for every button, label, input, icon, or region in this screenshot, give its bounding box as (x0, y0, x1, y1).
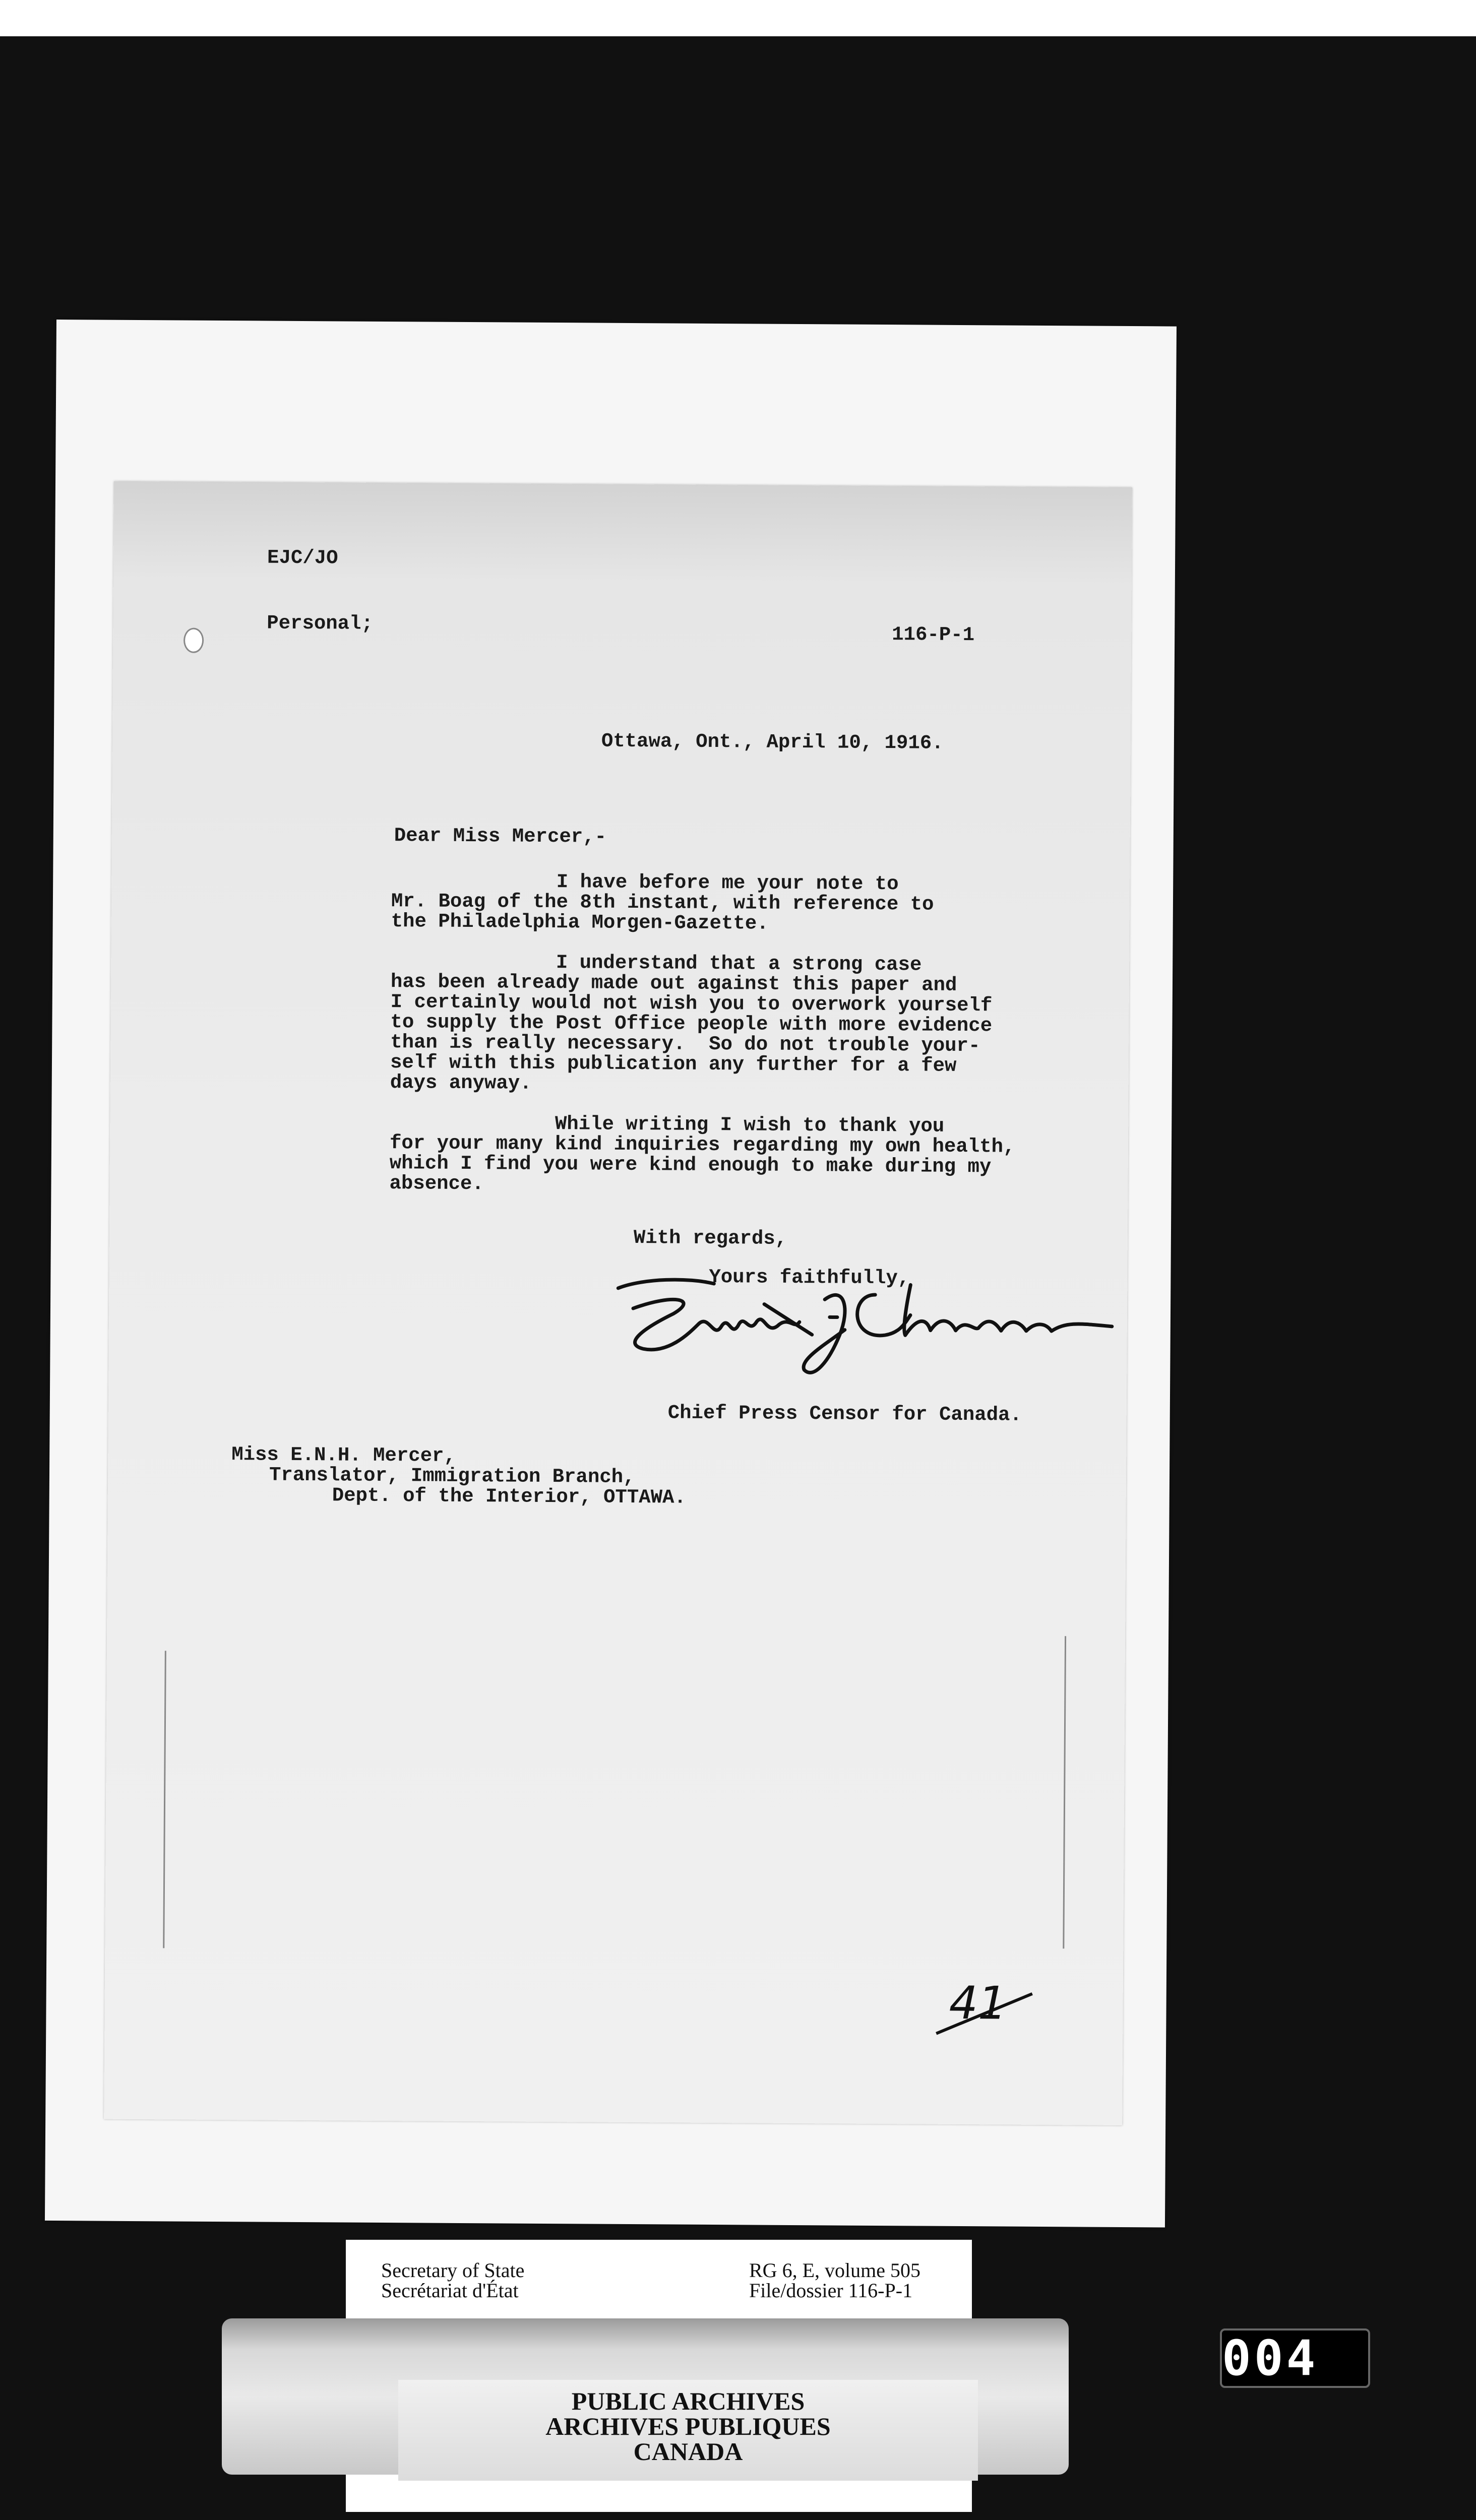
mounting-card (45, 320, 1177, 2228)
body-line: the Philadelphia Morgen-Gazette. (391, 910, 769, 935)
body-line: than is really necessary. So do not trouble your- (390, 1031, 980, 1057)
dateline: Ottawa, Ont., April 10, 1916. (601, 730, 944, 754)
handwritten-signature (612, 1273, 1117, 1387)
body-line: I certainly would not wish you to overwork yourself (390, 991, 993, 1017)
body-line: self with this publication any further for a few (390, 1051, 957, 1077)
label-department-fr: Secrétariat d'État (381, 2279, 519, 2302)
letter-sheet (104, 481, 1132, 2125)
body-line: While writing I wish to thank you (390, 1112, 945, 1138)
folio-number-handwritten (931, 1963, 1042, 2044)
file-number: 116-P-1 (892, 623, 975, 647)
body-line: which I find you were kind enough to make during my (389, 1152, 992, 1178)
reference-initials: EJC/JO (267, 546, 338, 570)
label-file-dossier: File/dossier 116-P-1 (749, 2279, 913, 2302)
punch-hole (183, 628, 204, 653)
body-line: absence. (389, 1172, 484, 1195)
personal-marking: Personal; (267, 612, 374, 635)
body-line: Mr. Boag of the 8th instant, with reference to (391, 890, 934, 916)
margin-rule-left (163, 1651, 166, 1948)
salutation: Dear Miss Mercer,- (394, 825, 607, 848)
addressee-department: Dept. of the Interior, OTTAWA. (332, 1484, 687, 1509)
closing-regards: With regards, (633, 1227, 787, 1250)
label-record-group: RG 6, E, volume 505 (749, 2259, 920, 2282)
frame-counter (1220, 2328, 1370, 2388)
letter-body (389, 871, 1016, 1198)
body-line: to supply the Post Office people with more evidence (390, 1011, 993, 1037)
signer-title: Chief Press Censor for Canada. (667, 1402, 1022, 1426)
closing-faithfully: Yours faithfully, (709, 1266, 910, 1290)
label-department-en: Secretary of State (381, 2259, 525, 2282)
addressee-name: Miss E.N.H. Mercer, (231, 1443, 456, 1467)
body-line: has been already made out against this paper and (390, 971, 957, 996)
archive-stamp-line2: ARCHIVES PUBLIQUES (545, 2412, 831, 2440)
frame-counter-digits: 004 (1222, 2330, 1319, 2386)
margin-rule-right (1063, 1636, 1066, 1948)
addressee-position: Translator, Immigration Branch, (269, 1464, 635, 1489)
folio-number: 41 (949, 1976, 1007, 2030)
body-line: I understand that a strong case (391, 951, 922, 976)
body-line: I have before me your note to (391, 870, 899, 896)
body-line: days anyway. (390, 1072, 532, 1095)
body-line: for your many kind inquiries regarding my own health, (389, 1132, 1015, 1158)
archive-stamp-line3: CANADA (633, 2437, 743, 2466)
archive-stamp-line1: PUBLIC ARCHIVES (571, 2387, 805, 2415)
